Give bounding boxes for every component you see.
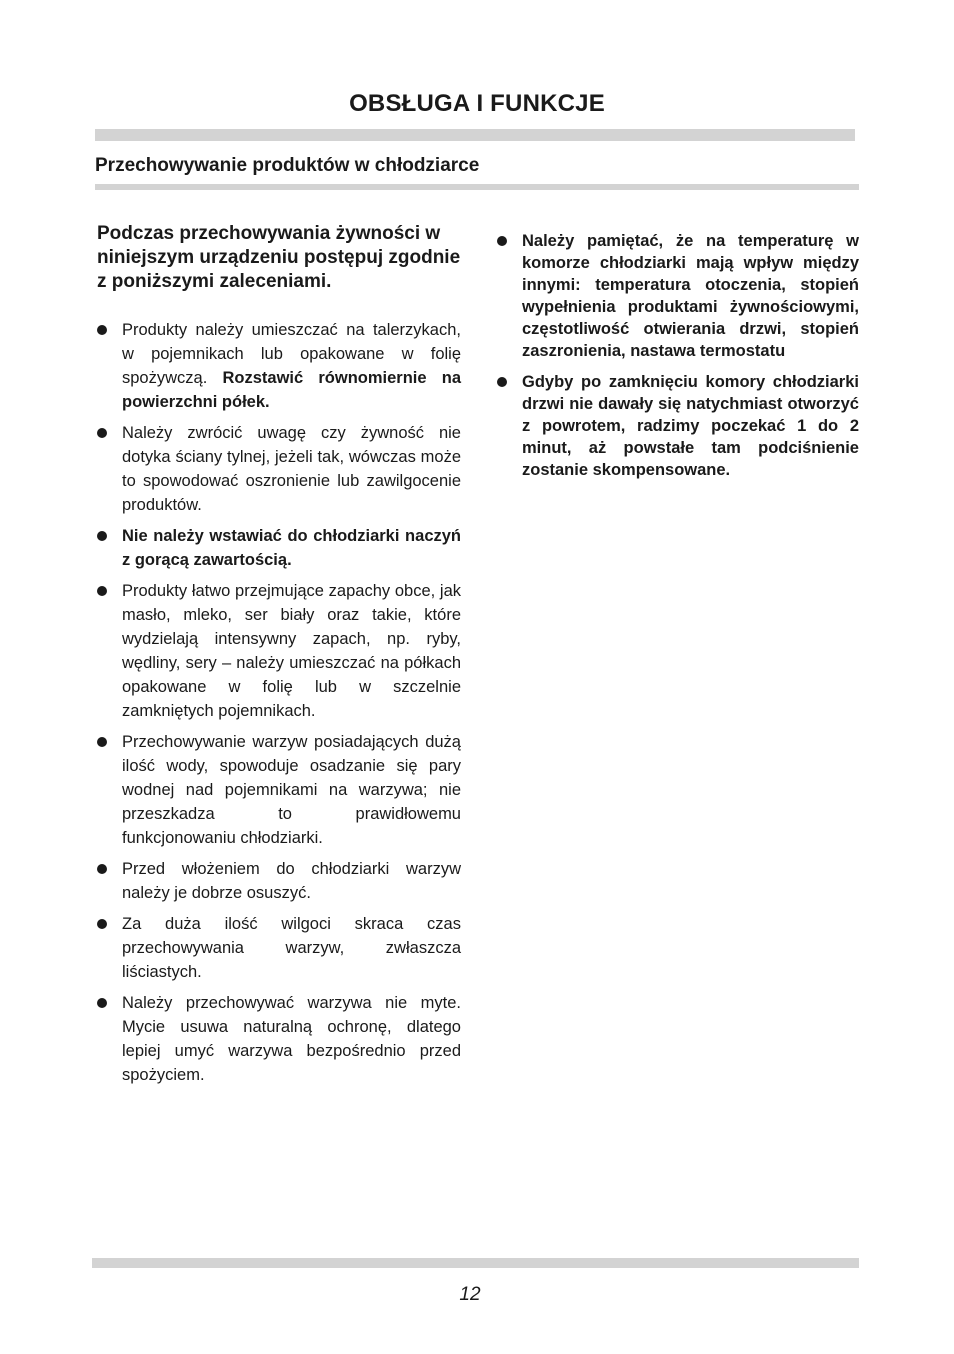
section-divider	[95, 184, 859, 190]
bullet-icon	[97, 998, 107, 1008]
list-item	[97, 421, 461, 517]
footer-divider	[92, 1258, 859, 1268]
list-item	[97, 912, 461, 984]
page-number: 12	[459, 1284, 481, 1305]
item-text: Produkty łatwo przejmujące zapachy obce, jak masło, mleko, ser biały oraz takie, które wydzielają intensywny zapach, np. ryby, wędliny, sery – należy umieszczać na półkach opakowane w folię lub w szczelnie zamkniętych pojemnikach.	[122, 582, 461, 720]
item-text: Gdyby po zamknięciu komory chłodziarki drzwi nie dawały się natychmiast otworzyć z powrotem, radzimy poczekać 1 do 2 minut, aż powstałe tam podciśnienie zostanie skompensowane.	[522, 373, 859, 479]
bullet-icon	[497, 236, 507, 246]
bullet-icon	[97, 919, 107, 929]
item-text: Za duża ilość wilgoci skraca czas przechowywania warzyw, zwłaszcza liściastych.	[122, 915, 461, 981]
list-item	[97, 318, 461, 414]
item-text: Należy zwrócić uwagę czy żywność nie dotyka ściany tylnej, jeżeli tak, wówczas może to spowodować oszronienie lub zawilgocenie produktów.	[122, 424, 461, 514]
list-item	[97, 579, 461, 723]
bullet-icon	[97, 531, 107, 541]
list-item	[497, 371, 859, 481]
list-item	[497, 230, 859, 362]
list-item	[97, 524, 461, 572]
bullet-icon	[97, 428, 107, 438]
item-text: Należy przechowywać warzywa nie myte. Mycie usuwa naturalną ochronę, dlatego lepiej umyć warzywa bezpośrednio przed spożyciem.	[122, 994, 461, 1084]
left-bullet-list	[97, 318, 461, 1087]
bullet-icon	[497, 377, 507, 387]
section-title: Przechowywanie produktów w chłodziarce	[95, 155, 480, 176]
item-text: Produkty należy umieszczać na talerzykach, w pojemnikach lub opakowane w folię spożywczą.	[122, 321, 461, 387]
item-bold-text: Nie należy wstawiać do chłodziarki naczyń z gorącą zawartością.	[122, 527, 461, 569]
item-bold-text: Rozstawić równomiernie na powierzchni półek.	[122, 369, 461, 411]
list-item	[97, 991, 461, 1087]
bullet-icon	[97, 864, 107, 874]
item-text: Przed włożeniem do chłodziarki warzyw należy je dobrze osuszyć.	[122, 860, 461, 902]
item-text: Przechowywanie warzyw posiadających dużą ilość wody, spowoduje osadzanie się pary wodnej nad pojemnikami na warzywa; nie przeszkadza to prawidłowemu funkcjonowaniu chłodziarki.	[122, 733, 461, 847]
header-divider	[95, 129, 855, 141]
bullet-icon	[97, 737, 107, 747]
page-title: OBSŁUGA I FUNKCJE	[349, 90, 605, 117]
bullet-icon	[97, 586, 107, 596]
list-item	[97, 857, 461, 905]
list-item	[97, 730, 461, 850]
bullet-icon	[97, 325, 107, 335]
right-column	[497, 230, 859, 490]
intro-text: Podczas przechowywania żywności w niniejszym urządzeniu postępuj zgodnie z poniższymi zaleceniami.	[97, 223, 461, 292]
item-text: Należy pamiętać, że na temperaturę w komorze chłodziarki mają wpływ między innymi: temperatura otoczenia, stopień wypełnienia produktami żywnościowymi, częstotliwość otwierania drzwi, stopień zaszronienia, nastawa termostatu	[522, 232, 859, 360]
right-bullet-list	[497, 230, 859, 481]
left-column	[97, 222, 461, 1094]
